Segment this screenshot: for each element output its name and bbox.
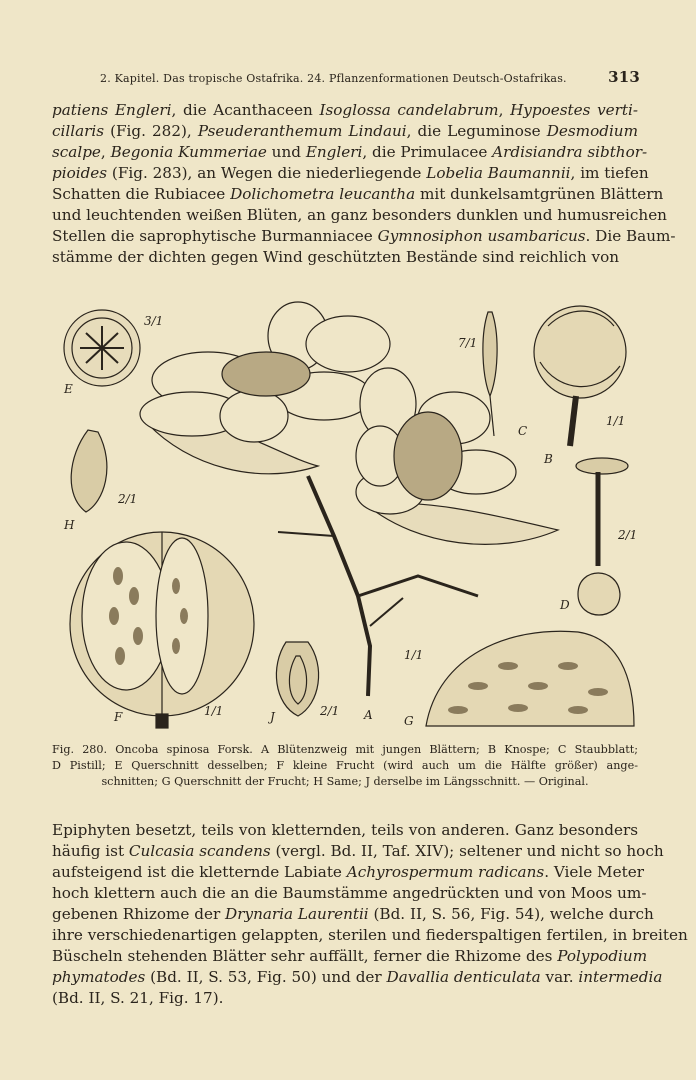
caption-line: schnitten; G Querschnitt der Frucht; H Same; J derselbe im Längsschnitt. — Original. xyxy=(101,775,589,788)
taxon-name: intermedia xyxy=(578,968,663,986)
text-run: häufig ist xyxy=(52,842,129,860)
text-run: hoch klettern auch die an die Baumstämme angedrückten und von Moos um- xyxy=(52,884,647,902)
text-run: aufsteigend ist die kletternde Labiate xyxy=(52,863,347,881)
text-run: Epiphyten besetzt, teils von kletternden, teils von anderen. Ganz besonders xyxy=(52,821,638,839)
running-header xyxy=(100,68,640,86)
taxon-name: cillaris xyxy=(52,122,105,140)
taxon-name: scalpe xyxy=(52,143,101,161)
text-run: stämme der dichten gegen Wind geschützten Bestände sind reichlich von xyxy=(52,248,620,266)
label-F: F xyxy=(114,710,123,724)
text-run: . Viele Meter xyxy=(544,863,644,881)
text-line xyxy=(52,925,688,946)
label-A: A xyxy=(364,708,373,722)
text-line xyxy=(52,946,648,967)
text-run: (Fig. 283), an Wegen die niederliegende xyxy=(107,164,427,182)
taxon-name: Lobelia Baumannii xyxy=(426,164,571,182)
label-D: D xyxy=(560,598,570,612)
text-run: , im tiefen xyxy=(570,164,649,182)
seed-section-J xyxy=(276,642,318,716)
text-line xyxy=(52,841,664,862)
taxon-name: Isoglossa candelabrum xyxy=(319,101,499,119)
taxon-name: Gymnosiphon usambaricus xyxy=(377,227,586,245)
scale-A: 1/1 xyxy=(404,648,424,662)
text-line xyxy=(52,184,664,205)
text-run: , die Acanthaceen xyxy=(171,101,320,119)
taxon-name: Pseuderanthemum Lindaui xyxy=(197,122,407,140)
taxon-name: Polypodium xyxy=(557,947,648,965)
paragraph-top xyxy=(52,100,676,268)
text-run: und xyxy=(266,143,306,161)
text-line xyxy=(52,883,647,904)
scale-F: 1/1 xyxy=(204,704,224,718)
scale-H: 2/1 xyxy=(118,492,138,506)
text-run: (Fig. 282), xyxy=(104,122,198,140)
taxon-name: patiens Engleri xyxy=(52,101,172,119)
scale-B: 1/1 xyxy=(606,414,626,428)
text-run: (Bd. II, S. 56, Fig. 54), welche durch xyxy=(368,905,654,923)
text-line xyxy=(52,121,638,142)
text-run: , xyxy=(498,101,511,119)
label-J: J xyxy=(270,710,275,724)
text-run: mit dunkelsamtgrünen Blättern xyxy=(415,185,664,203)
text-run: (Bd. II, S. 21, Fig. 17). xyxy=(52,989,224,1007)
taxon-name: Dolichometra leucantha xyxy=(230,185,416,203)
text-line xyxy=(52,862,644,883)
text-line xyxy=(52,142,648,163)
text-line xyxy=(52,904,654,925)
label-B: B xyxy=(544,452,553,466)
taxon-name: pioides xyxy=(52,164,108,182)
caption-line: D Pistill; E Querschnitt desselben; F kleine Frucht (wird auch um die Hälfte größer) ange- xyxy=(52,759,638,772)
taxon-name: Achyrospermum radicans xyxy=(346,863,545,881)
text-line xyxy=(52,163,649,184)
scale-J: 2/1 xyxy=(320,704,340,718)
taxon-name: Drynaria Laurentii xyxy=(225,905,369,923)
text-line xyxy=(52,247,638,268)
text-run: . Die Baum- xyxy=(585,227,676,245)
fruit-section-G xyxy=(426,631,634,726)
paragraph-bottom xyxy=(52,820,688,1009)
text-line xyxy=(52,967,663,988)
text-run: ihre verschiedenartigen gelappten, sterilen und fiederspaltigen fertilen, in breiten xyxy=(52,926,688,944)
text-run: , die Leguminose xyxy=(406,122,547,140)
text-line xyxy=(52,988,638,1009)
text-run: Stellen die saprophytische Burmanniacee xyxy=(52,227,378,245)
text-run: (vergl. Bd. II, Taf. XIV); seltener und nicht so hoch xyxy=(270,842,664,860)
text-run: var. xyxy=(540,968,579,986)
label-C: C xyxy=(518,424,528,438)
cross-section-E xyxy=(64,310,140,386)
text-run: , xyxy=(100,143,111,161)
figure-caption xyxy=(52,742,638,790)
taxon-name: Hypoestes verti- xyxy=(510,101,639,119)
scale-D: 2/1 xyxy=(618,528,638,542)
label-H: H xyxy=(64,518,75,532)
label-E: E xyxy=(64,382,73,396)
scale-E: 3/1 xyxy=(144,314,164,328)
taxon-name: Begonia Kummeriae xyxy=(110,143,267,161)
taxon-name: Ardisiandra sibthor- xyxy=(492,143,648,161)
label-G: G xyxy=(404,714,414,728)
text-run: Schatten die Rubiacee xyxy=(52,185,231,203)
fruit-F xyxy=(70,532,254,728)
text-run: Büscheln stehenden Blätter sehr auffällt, ferner die Rhizome des xyxy=(52,947,558,965)
caption-line: Fig. 280. Oncoba spinosa Forsk. A Blütenzweig mit jungen Blättern; B Knospe; C Staubblatt; xyxy=(52,743,638,756)
text-run: , die Primulacee xyxy=(362,143,493,161)
text-line xyxy=(52,820,638,841)
text-line xyxy=(52,205,667,226)
page-number: 313 xyxy=(608,68,640,86)
figure-illustration xyxy=(58,296,638,732)
text-line xyxy=(52,226,676,247)
taxon-name: Desmodium xyxy=(546,122,638,140)
running-head-text: 2. Kapitel. Das tropische Ostafrika. 24. Pflanzenformationen Deutsch-Ostafrikas. xyxy=(100,72,567,85)
text-run: und leuchtenden weißen Blüten, an ganz besonders dunklen und humusreichen xyxy=(52,206,667,224)
text-run: gebenen Rhizome der xyxy=(52,905,226,923)
seed-H xyxy=(71,430,107,512)
taxon-name: Culcasia scandens xyxy=(128,842,271,860)
text-line xyxy=(52,100,638,121)
scale-C: 7/1 xyxy=(458,336,478,350)
taxon-name: phymatodes xyxy=(52,968,146,986)
text-run: (Bd. II, S. 53, Fig. 50) und der xyxy=(145,968,387,986)
taxon-name: Davallia denticulata xyxy=(386,968,541,986)
taxon-name: Engleri xyxy=(305,143,363,161)
botanical-figure-oncoba-spinosa xyxy=(58,296,638,732)
